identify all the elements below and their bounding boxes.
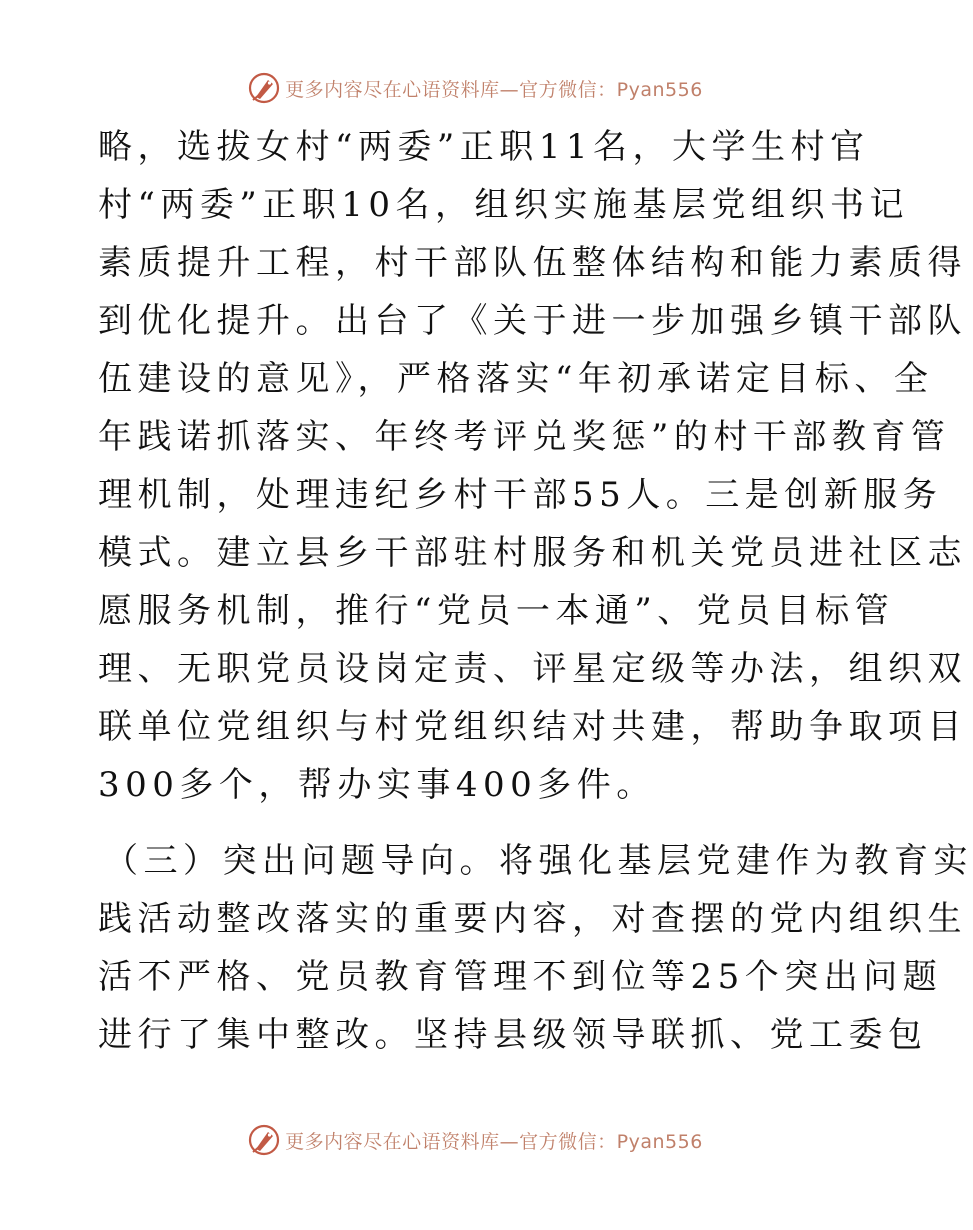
watermark-text: 更多内容尽在心语资料库—官方微信：Pyan556 bbox=[285, 1130, 703, 1153]
text-line: 村“两委”正职10名，组织实施基层党组织书记 bbox=[98, 185, 910, 225]
text-line: 略，选拔女村“两委”正职11名，大学生村官 bbox=[98, 127, 870, 167]
paragraph-2 bbox=[98, 832, 973, 1064]
text-line: 模式。建立县乡干部驻村服务和机关党员进社区志 bbox=[98, 533, 967, 573]
section-heading-line: （三）突出问题导向。将强化基层党建作为教育实 bbox=[104, 841, 973, 881]
text-line: 践活动整改落实的重要内容，对查摆的党内组织生 bbox=[98, 899, 967, 939]
text-line: 素质提升工程，村干部队伍整体结构和能力素质得 bbox=[98, 243, 967, 283]
pen-nib-logo-icon bbox=[247, 1123, 281, 1157]
text-line: 年践诺抓落实、年终考评兑奖惩”的村干部教育管 bbox=[98, 417, 951, 457]
watermark-text: 更多内容尽在心语资料库—官方微信：Pyan556 bbox=[285, 78, 703, 101]
text-line: 理、无职党员设岗定责、评星定级等办法，组织双 bbox=[98, 649, 967, 689]
text-line: 进行了集中整改。坚持县级领导联抓、党工委包 bbox=[98, 1015, 928, 1055]
text-line: 活不严格、党员教育管理不到位等25个突出问题 bbox=[98, 957, 943, 997]
text-line: 理机制，处理违纪乡村干部55人。三是创新服务 bbox=[98, 475, 943, 515]
text-line: 伍建设的意见》，严格落实“年初承诺定目标、全 bbox=[98, 359, 934, 399]
text-line: 300多个，帮办实事400多件。 bbox=[98, 765, 656, 805]
text-line: 到优化提升。出台了《关于进一步加强乡镇干部队 bbox=[98, 301, 967, 341]
footer-watermark-banner bbox=[0, 1122, 950, 1158]
pen-nib-logo-icon bbox=[247, 71, 281, 105]
text-line: 愿服务机制，推行“党员一本通”、党员目标管 bbox=[98, 591, 895, 631]
text-line: 联单位党组织与村党组织结对共建，帮助争取项目 bbox=[98, 707, 967, 747]
document-body bbox=[98, 118, 973, 1064]
header-watermark-banner bbox=[0, 70, 950, 106]
paragraph-gap bbox=[98, 814, 858, 832]
paragraph-1 bbox=[98, 118, 967, 814]
